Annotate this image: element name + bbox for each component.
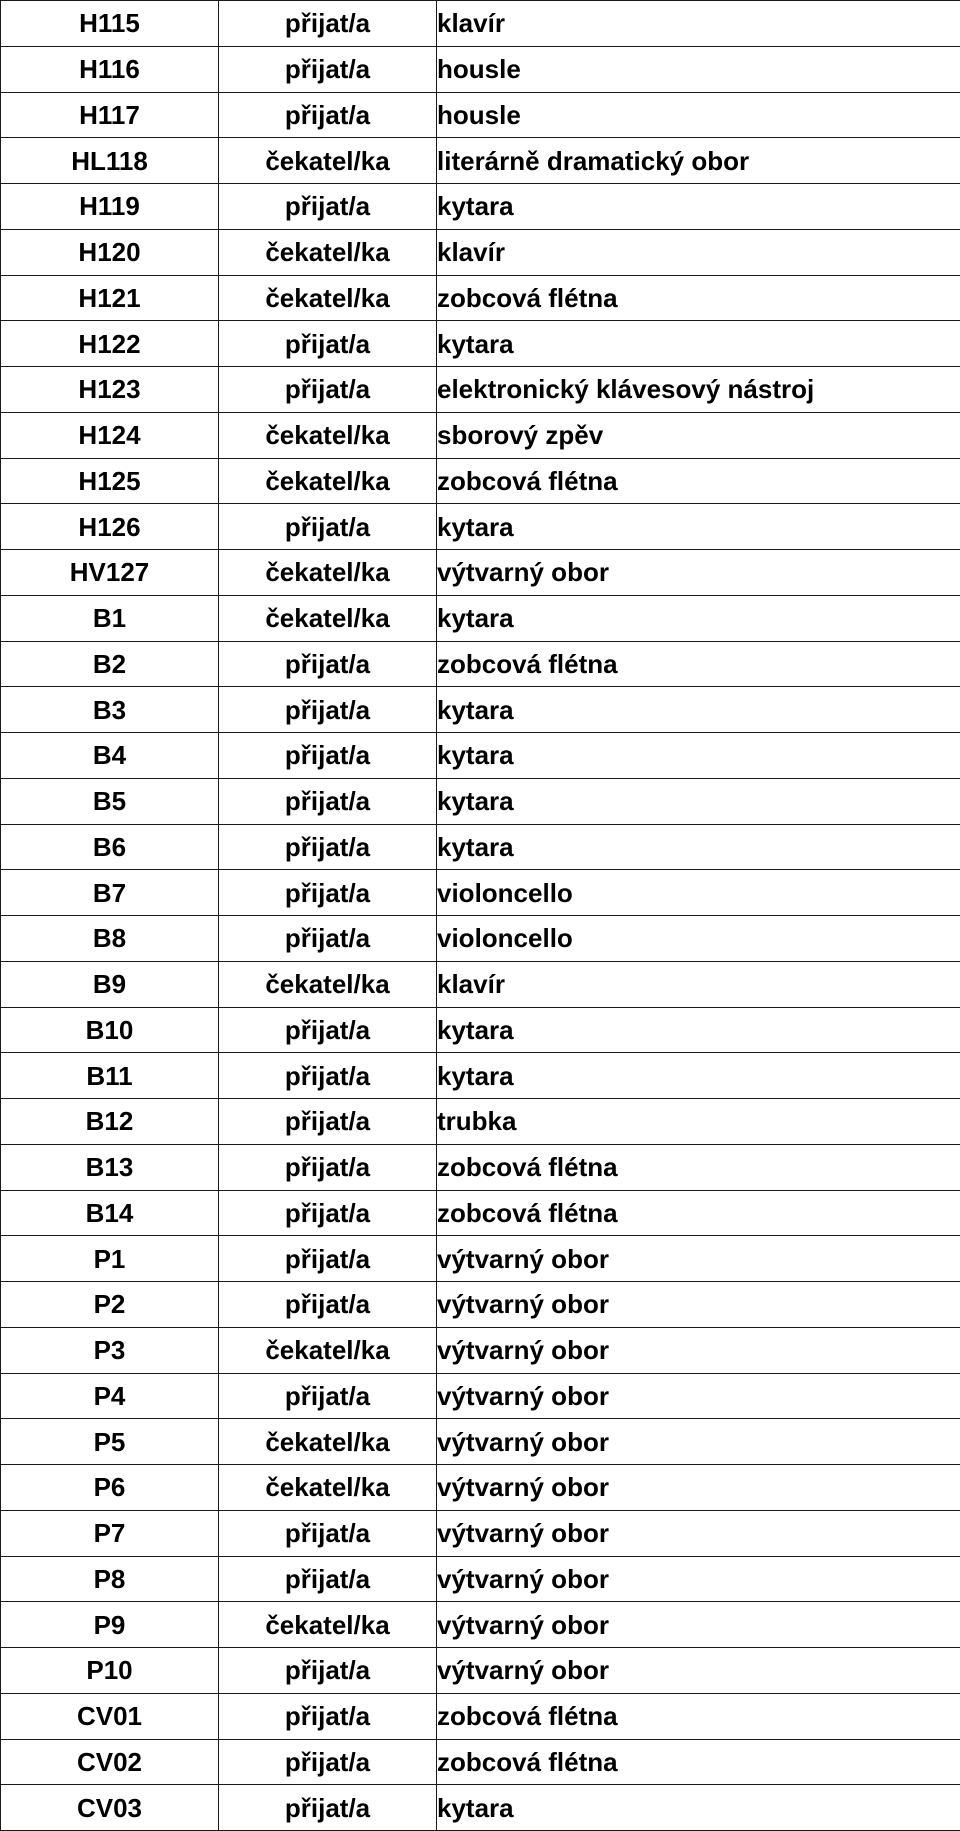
study-field-cell: zobcová flétna [437, 1144, 960, 1190]
admission-status-cell: přijat/a [219, 504, 437, 550]
study-field-cell: kytara [437, 824, 960, 870]
study-field-cell: výtvarný obor [437, 1465, 960, 1511]
table-row [1, 641, 960, 687]
study-field-cell: kytara [437, 687, 960, 733]
admission-status-cell: přijat/a [219, 641, 437, 687]
admission-status-cell: přijat/a [219, 916, 437, 962]
table-row [1, 1236, 960, 1282]
study-field-cell: zobcová flétna [437, 1739, 960, 1785]
table-row [1, 184, 960, 230]
applicant-code-cell: B3 [1, 687, 219, 733]
applicant-code-cell: H122 [1, 321, 219, 367]
study-field-cell: kytara [437, 1785, 960, 1831]
table-row [1, 1282, 960, 1328]
admission-status-cell: přijat/a [219, 1236, 437, 1282]
study-field-cell: výtvarný obor [437, 550, 960, 596]
study-field-cell: kytara [437, 321, 960, 367]
table-row [1, 1373, 960, 1419]
study-field-cell: housle [437, 46, 960, 92]
table-row [1, 1556, 960, 1602]
study-field-cell: zobcová flétna [437, 458, 960, 504]
table-row [1, 1602, 960, 1648]
admission-status-cell: čekatel/ka [219, 595, 437, 641]
admission-status-cell: přijat/a [219, 1693, 437, 1739]
admission-status-cell: čekatel/ka [219, 458, 437, 504]
admission-status-cell: čekatel/ka [219, 1419, 437, 1465]
admission-status-cell: přijat/a [219, 1785, 437, 1831]
applicant-code-cell: B9 [1, 961, 219, 1007]
applicant-code-cell: B4 [1, 733, 219, 779]
applicant-code-cell: P1 [1, 1236, 219, 1282]
table-row [1, 275, 960, 321]
admission-status-cell: přijat/a [219, 778, 437, 824]
table-row [1, 1785, 960, 1831]
study-field-cell: zobcová flétna [437, 275, 960, 321]
study-field-cell: výtvarný obor [437, 1510, 960, 1556]
study-field-cell: výtvarný obor [437, 1556, 960, 1602]
table-row [1, 458, 960, 504]
table-row [1, 1510, 960, 1556]
admission-results-body [1, 1, 960, 1831]
admission-status-cell: přijat/a [219, 184, 437, 230]
applicant-code-cell: P9 [1, 1602, 219, 1648]
applicant-code-cell: HV127 [1, 550, 219, 596]
admission-status-cell: čekatel/ka [219, 412, 437, 458]
applicant-code-cell: P5 [1, 1419, 219, 1465]
table-row [1, 1419, 960, 1465]
admission-status-cell: čekatel/ka [219, 229, 437, 275]
study-field-cell: literárně dramatický obor [437, 138, 960, 184]
applicant-code-cell: P6 [1, 1465, 219, 1511]
admission-status-cell: čekatel/ka [219, 1602, 437, 1648]
applicant-code-cell: H121 [1, 275, 219, 321]
study-field-cell: výtvarný obor [437, 1602, 960, 1648]
table-row [1, 778, 960, 824]
study-field-cell: kytara [437, 184, 960, 230]
admission-status-cell: přijat/a [219, 92, 437, 138]
admission-status-cell: přijat/a [219, 1144, 437, 1190]
admission-status-cell: přijat/a [219, 687, 437, 733]
table-row [1, 550, 960, 596]
admission-status-cell: přijat/a [219, 367, 437, 413]
study-field-cell: trubka [437, 1099, 960, 1145]
applicant-code-cell: P10 [1, 1648, 219, 1694]
applicant-code-cell: CV03 [1, 1785, 219, 1831]
admission-status-cell: čekatel/ka [219, 138, 437, 184]
study-field-cell: violoncello [437, 870, 960, 916]
table-row [1, 1693, 960, 1739]
study-field-cell: zobcová flétna [437, 1693, 960, 1739]
admission-status-cell: přijat/a [219, 1053, 437, 1099]
applicant-code-cell: P2 [1, 1282, 219, 1328]
applicant-code-cell: B12 [1, 1099, 219, 1145]
table-row [1, 1190, 960, 1236]
study-field-cell: sborový zpěv [437, 412, 960, 458]
study-field-cell: výtvarný obor [437, 1236, 960, 1282]
applicant-code-cell: CV01 [1, 1693, 219, 1739]
applicant-code-cell: H123 [1, 367, 219, 413]
admission-status-cell: přijat/a [219, 870, 437, 916]
admission-status-cell: čekatel/ka [219, 275, 437, 321]
applicant-code-cell: H120 [1, 229, 219, 275]
admission-status-cell: přijat/a [219, 1648, 437, 1694]
table-row [1, 321, 960, 367]
applicant-code-cell: B6 [1, 824, 219, 870]
applicant-code-cell: B5 [1, 778, 219, 824]
applicant-code-cell: B2 [1, 641, 219, 687]
table-row [1, 229, 960, 275]
applicant-code-cell: P3 [1, 1327, 219, 1373]
table-row [1, 870, 960, 916]
table-row [1, 595, 960, 641]
study-field-cell: výtvarný obor [437, 1327, 960, 1373]
study-field-cell: kytara [437, 733, 960, 779]
admission-status-cell: přijat/a [219, 824, 437, 870]
applicant-code-cell: B14 [1, 1190, 219, 1236]
study-field-cell: kytara [437, 778, 960, 824]
study-field-cell: kytara [437, 1007, 960, 1053]
applicant-code-cell: B11 [1, 1053, 219, 1099]
table-row [1, 1053, 960, 1099]
applicant-code-cell: B1 [1, 595, 219, 641]
applicant-code-cell: H119 [1, 184, 219, 230]
study-field-cell: zobcová flétna [437, 641, 960, 687]
admission-status-cell: přijat/a [219, 1282, 437, 1328]
study-field-cell: housle [437, 92, 960, 138]
applicant-code-cell: H125 [1, 458, 219, 504]
applicant-code-cell: B8 [1, 916, 219, 962]
admission-status-cell: přijat/a [219, 1190, 437, 1236]
study-field-cell: kytara [437, 1053, 960, 1099]
table-row [1, 1327, 960, 1373]
table-row [1, 92, 960, 138]
admission-status-cell: čekatel/ka [219, 961, 437, 1007]
table-row [1, 1648, 960, 1694]
table-row [1, 916, 960, 962]
table-row [1, 687, 960, 733]
admission-status-cell: přijat/a [219, 1, 437, 47]
applicant-code-cell: H124 [1, 412, 219, 458]
admission-status-cell: přijat/a [219, 321, 437, 367]
table-row [1, 504, 960, 550]
admission-status-cell: přijat/a [219, 1007, 437, 1053]
table-row [1, 1, 960, 47]
applicant-code-cell: H126 [1, 504, 219, 550]
study-field-cell: violoncello [437, 916, 960, 962]
admission-status-cell: přijat/a [219, 733, 437, 779]
table-row [1, 1144, 960, 1190]
table-row [1, 367, 960, 413]
admission-status-cell: čekatel/ka [219, 1327, 437, 1373]
admission-status-cell: přijat/a [219, 1373, 437, 1419]
admission-status-cell: čekatel/ka [219, 550, 437, 596]
study-field-cell: výtvarný obor [437, 1373, 960, 1419]
applicant-code-cell: B10 [1, 1007, 219, 1053]
applicant-code-cell: P4 [1, 1373, 219, 1419]
table-row [1, 961, 960, 1007]
study-field-cell: klavír [437, 1, 960, 47]
table-row [1, 1465, 960, 1511]
applicant-code-cell: B13 [1, 1144, 219, 1190]
table-row [1, 824, 960, 870]
study-field-cell: výtvarný obor [437, 1648, 960, 1694]
table-row [1, 412, 960, 458]
study-field-cell: kytara [437, 595, 960, 641]
applicant-code-cell: P7 [1, 1510, 219, 1556]
table-row [1, 1007, 960, 1053]
study-field-cell: elektronický klávesový nástroj [437, 367, 960, 413]
table-row [1, 46, 960, 92]
admission-status-cell: přijat/a [219, 1099, 437, 1145]
applicant-code-cell: H116 [1, 46, 219, 92]
study-field-cell: výtvarný obor [437, 1282, 960, 1328]
admission-status-cell: čekatel/ka [219, 1465, 437, 1511]
table-row [1, 1739, 960, 1785]
applicant-code-cell: CV02 [1, 1739, 219, 1785]
admission-status-cell: přijat/a [219, 46, 437, 92]
study-field-cell: klavír [437, 961, 960, 1007]
admission-status-cell: přijat/a [219, 1510, 437, 1556]
study-field-cell: klavír [437, 229, 960, 275]
applicant-code-cell: H115 [1, 1, 219, 47]
study-field-cell: zobcová flétna [437, 1190, 960, 1236]
admission-status-cell: přijat/a [219, 1739, 437, 1785]
applicant-code-cell: HL118 [1, 138, 219, 184]
table-row [1, 138, 960, 184]
table-row [1, 733, 960, 779]
applicant-code-cell: P8 [1, 1556, 219, 1602]
applicant-code-cell: B7 [1, 870, 219, 916]
study-field-cell: výtvarný obor [437, 1419, 960, 1465]
applicant-code-cell: H117 [1, 92, 219, 138]
table-row [1, 1099, 960, 1145]
study-field-cell: kytara [437, 504, 960, 550]
admission-status-cell: přijat/a [219, 1556, 437, 1602]
